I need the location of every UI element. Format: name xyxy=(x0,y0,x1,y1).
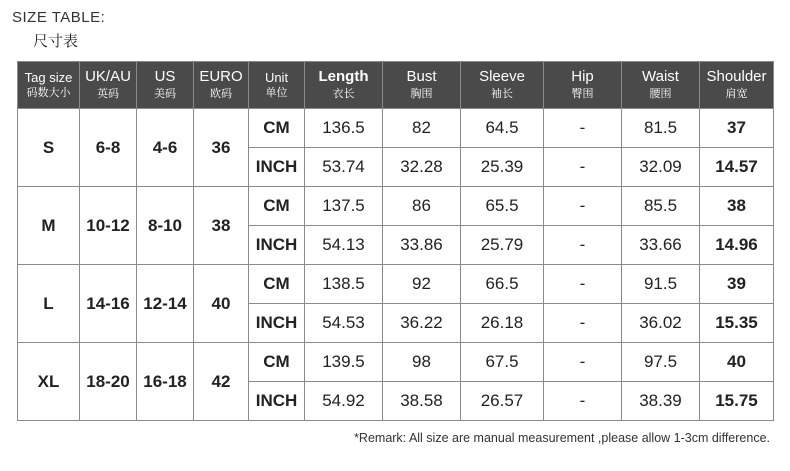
waist-cell: 91.5 xyxy=(622,265,700,304)
shoulder-cell: 37 xyxy=(700,109,774,148)
header-hip: Hip 臀围 xyxy=(544,62,622,109)
unit-cell: INCH xyxy=(249,382,305,421)
waist-cell: 32.09 xyxy=(622,148,700,187)
uk-size-cell: 14-16 xyxy=(80,265,137,343)
sleeve-cell: 26.18 xyxy=(461,304,544,343)
hip-cell: - xyxy=(544,109,622,148)
unit-cell: CM xyxy=(249,265,305,304)
bust-cell: 82 xyxy=(383,109,461,148)
us-size-cell: 4-6 xyxy=(137,109,194,187)
header-bust: Bust 胸围 xyxy=(383,62,461,109)
unit-cell: INCH xyxy=(249,148,305,187)
shoulder-cell: 38 xyxy=(700,187,774,226)
length-cell: 137.5 xyxy=(305,187,383,226)
header-uk-au: UK/AU 英码 xyxy=(80,62,137,109)
uk-size-cell: 18-20 xyxy=(80,343,137,421)
length-cell: 54.13 xyxy=(305,226,383,265)
waist-cell: 36.02 xyxy=(622,304,700,343)
shoulder-cell: 40 xyxy=(700,343,774,382)
bust-cell: 32.28 xyxy=(383,148,461,187)
header-us: US 美码 xyxy=(137,62,194,109)
hip-cell: - xyxy=(544,148,622,187)
length-cell: 136.5 xyxy=(305,109,383,148)
header-length: Length 衣长 xyxy=(305,62,383,109)
waist-cell: 85.5 xyxy=(622,187,700,226)
table-row xyxy=(18,187,774,226)
length-cell: 139.5 xyxy=(305,343,383,382)
us-size-cell: 16-18 xyxy=(137,343,194,421)
euro-size-cell: 40 xyxy=(194,265,249,343)
header-sleeve: Sleeve 袖长 xyxy=(461,62,544,109)
size-tag-cell: M xyxy=(18,187,80,265)
unit-cell: CM xyxy=(249,187,305,226)
header-unit: Unit 单位 xyxy=(249,62,305,109)
sleeve-cell: 67.5 xyxy=(461,343,544,382)
euro-size-cell: 38 xyxy=(194,187,249,265)
size-table xyxy=(17,61,774,421)
shoulder-cell: 15.35 xyxy=(700,304,774,343)
euro-size-cell: 42 xyxy=(194,343,249,421)
uk-size-cell: 10-12 xyxy=(80,187,137,265)
waist-cell: 81.5 xyxy=(622,109,700,148)
table-row xyxy=(18,109,774,148)
hip-cell: - xyxy=(544,343,622,382)
page-subtitle: 尺寸表 xyxy=(33,33,79,50)
sleeve-cell: 66.5 xyxy=(461,265,544,304)
waist-cell: 33.66 xyxy=(622,226,700,265)
bust-cell: 98 xyxy=(383,343,461,382)
bust-cell: 92 xyxy=(383,265,461,304)
us-size-cell: 12-14 xyxy=(137,265,194,343)
shoulder-cell: 15.75 xyxy=(700,382,774,421)
size-tag-cell: L xyxy=(18,265,80,343)
unit-cell: INCH xyxy=(249,226,305,265)
bust-cell: 38.58 xyxy=(383,382,461,421)
hip-cell: - xyxy=(544,265,622,304)
sleeve-cell: 25.79 xyxy=(461,226,544,265)
waist-cell: 38.39 xyxy=(622,382,700,421)
uk-size-cell: 6-8 xyxy=(80,109,137,187)
sleeve-cell: 65.5 xyxy=(461,187,544,226)
header-tag-size: Tag size 码数大小 xyxy=(18,62,80,109)
length-cell: 54.53 xyxy=(305,304,383,343)
sleeve-cell: 26.57 xyxy=(461,382,544,421)
page-title: SIZE TABLE: xyxy=(12,9,106,26)
sleeve-cell: 64.5 xyxy=(461,109,544,148)
euro-size-cell: 36 xyxy=(194,109,249,187)
length-cell: 54.92 xyxy=(305,382,383,421)
bust-cell: 36.22 xyxy=(383,304,461,343)
length-cell: 53.74 xyxy=(305,148,383,187)
hip-cell: - xyxy=(544,304,622,343)
hip-cell: - xyxy=(544,187,622,226)
bust-cell: 33.86 xyxy=(383,226,461,265)
bust-cell: 86 xyxy=(383,187,461,226)
length-cell: 138.5 xyxy=(305,265,383,304)
remark-note: *Remark: All size are manual measurement ,please allow 1-3cm difference. xyxy=(354,431,770,445)
table-row xyxy=(18,343,774,382)
hip-cell: - xyxy=(544,226,622,265)
unit-cell: CM xyxy=(249,343,305,382)
waist-cell: 97.5 xyxy=(622,343,700,382)
shoulder-cell: 39 xyxy=(700,265,774,304)
table-row xyxy=(18,265,774,304)
unit-cell: INCH xyxy=(249,304,305,343)
unit-cell: CM xyxy=(249,109,305,148)
shoulder-cell: 14.57 xyxy=(700,148,774,187)
sleeve-cell: 25.39 xyxy=(461,148,544,187)
header-shoulder: Shoulder 肩宽 xyxy=(700,62,774,109)
table-header-row xyxy=(18,62,774,109)
size-tag-cell: XL xyxy=(18,343,80,421)
us-size-cell: 8-10 xyxy=(137,187,194,265)
header-waist: Waist 腰围 xyxy=(622,62,700,109)
shoulder-cell: 14.96 xyxy=(700,226,774,265)
size-tag-cell: S xyxy=(18,109,80,187)
hip-cell: - xyxy=(544,382,622,421)
header-euro: EURO 欧码 xyxy=(194,62,249,109)
